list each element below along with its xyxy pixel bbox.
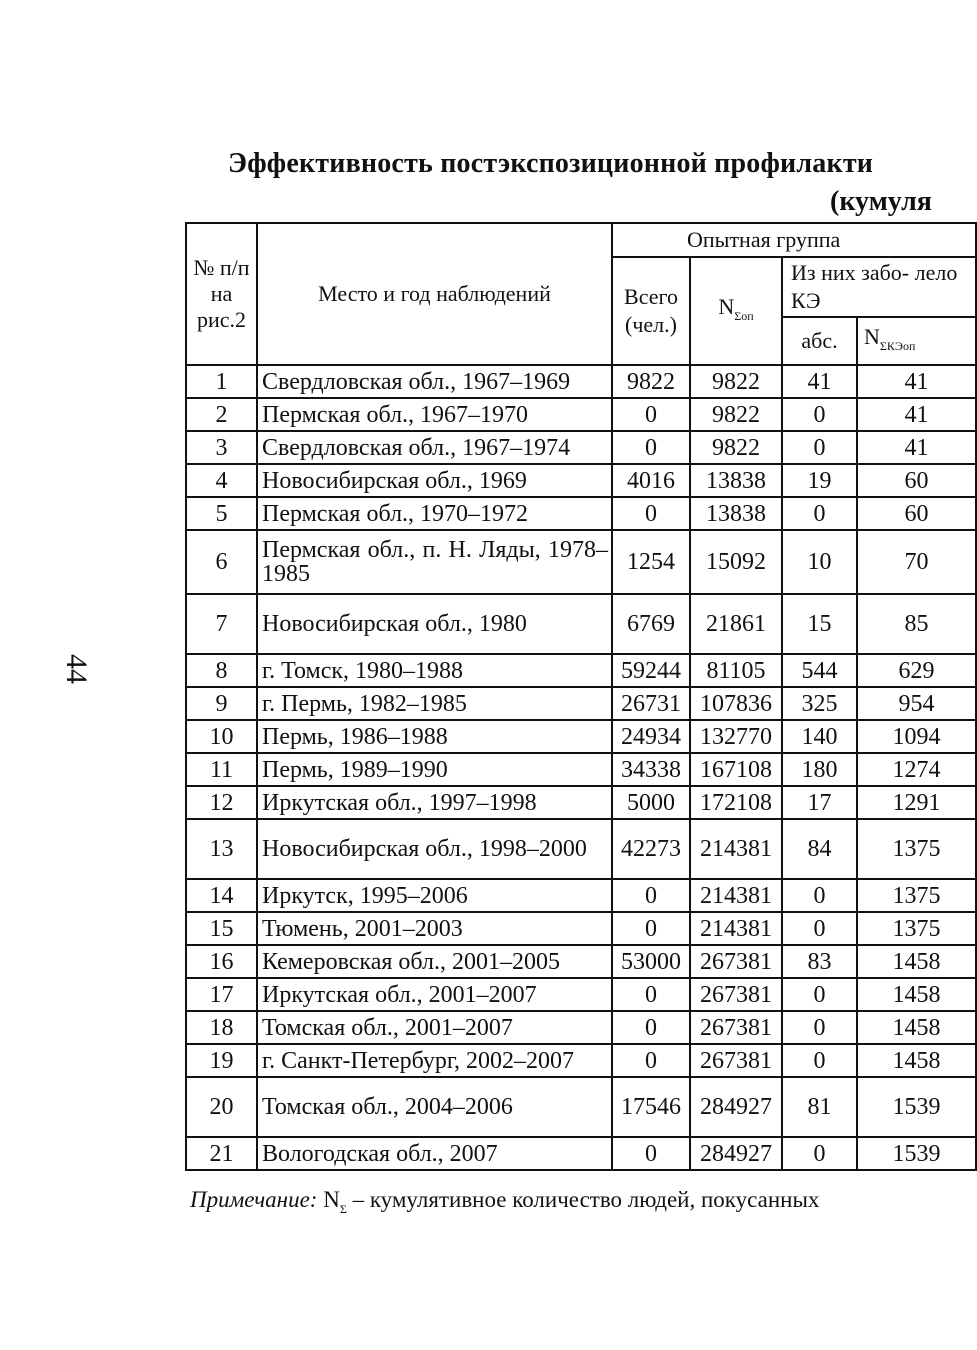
note-label: Примечание: [190, 1187, 318, 1212]
row-place-cell: Пермская обл., 1970–1972 [257, 497, 612, 530]
row-place-cell: Пермь, 1989–1990 [257, 753, 612, 786]
row-total-cell: 0 [612, 912, 690, 945]
header-sick: Из них забо- лело КЭ [782, 257, 976, 317]
header-n-ke-sub: ΣКЭоп [879, 338, 916, 353]
row-total-cell: 0 [612, 1137, 690, 1170]
row-n-sum-cell: 107836 [690, 687, 782, 720]
table-row [186, 464, 976, 497]
row-total-cell: 34338 [612, 753, 690, 786]
row-n-ke-cell: 41 [857, 398, 976, 431]
row-place-cell: Вологодская обл., 2007 [257, 1137, 612, 1170]
row-n-ke-cell: 41 [857, 431, 976, 464]
header-experimental-group: Опытная группа [612, 223, 976, 257]
table-row [186, 530, 976, 594]
row-total-cell: 1254 [612, 530, 690, 594]
row-abs-cell: 0 [782, 497, 857, 530]
row-n-sum-cell: 13838 [690, 497, 782, 530]
row-place-cell: г. Санкт-Петербург, 2002–2007 [257, 1044, 612, 1077]
header-total: Всего (чел.) [612, 257, 690, 365]
row-abs-cell: 544 [782, 654, 857, 687]
row-total-cell: 42273 [612, 819, 690, 879]
row-num-cell: 12 [186, 786, 257, 819]
table-row [186, 687, 976, 720]
row-total-cell: 0 [612, 1044, 690, 1077]
row-place-cell: г. Томск, 1980–1988 [257, 654, 612, 687]
row-n-ke-cell: 1539 [857, 1137, 976, 1170]
row-n-sum-cell: 132770 [690, 720, 782, 753]
row-num-cell: 8 [186, 654, 257, 687]
row-abs-cell: 0 [782, 1044, 857, 1077]
row-total-cell: 17546 [612, 1077, 690, 1137]
row-abs-cell: 0 [782, 431, 857, 464]
row-abs-cell: 0 [782, 912, 857, 945]
row-abs-cell: 180 [782, 753, 857, 786]
row-total-cell: 9822 [612, 365, 690, 398]
table-row [186, 945, 976, 978]
row-n-ke-cell: 1458 [857, 945, 976, 978]
header-n-sum-main: N [718, 293, 735, 319]
row-place-cell: г. Пермь, 1982–1985 [257, 687, 612, 720]
row-num-cell: 7 [186, 594, 257, 654]
table-row [186, 912, 976, 945]
row-place-cell: Пермская обл., 1967–1970 [257, 398, 612, 431]
table-container [185, 222, 958, 1171]
row-place-cell: Свердловская обл., 1967–1974 [257, 431, 612, 464]
row-n-ke-cell: 60 [857, 497, 976, 530]
row-n-sum-cell: 214381 [690, 879, 782, 912]
row-n-sum-cell: 9822 [690, 365, 782, 398]
header-abs: абс. [782, 317, 857, 365]
row-abs-cell: 0 [782, 978, 857, 1011]
table-row [186, 1137, 976, 1170]
row-place-cell: Томская обл., 2001–2007 [257, 1011, 612, 1044]
row-total-cell: 5000 [612, 786, 690, 819]
row-total-cell: 0 [612, 978, 690, 1011]
row-place-cell: Иркутск, 1995–2006 [257, 879, 612, 912]
note-n-sub: Σ [339, 1202, 347, 1216]
table-title: Эффективность постэкспозиционной профилакти [228, 148, 874, 179]
row-n-sum-cell: 21861 [690, 594, 782, 654]
table-row [186, 654, 976, 687]
row-total-cell: 53000 [612, 945, 690, 978]
table-row [186, 879, 976, 912]
row-total-cell: 0 [612, 1011, 690, 1044]
row-place-cell: Иркутская обл., 1997–1998 [257, 786, 612, 819]
row-n-ke-cell: 954 [857, 687, 976, 720]
row-num-cell: 4 [186, 464, 257, 497]
row-total-cell: 6769 [612, 594, 690, 654]
table-row [186, 1077, 976, 1137]
row-n-sum-cell: 214381 [690, 819, 782, 879]
row-place-cell: Новосибирская обл., 1998–2000 [257, 819, 612, 879]
row-abs-cell: 0 [782, 1137, 857, 1170]
table-body [186, 365, 976, 1170]
row-n-sum-cell: 15092 [690, 530, 782, 594]
header-n-sum-sub: Σоп [734, 308, 754, 323]
table-row [186, 1011, 976, 1044]
note-text: – кумулятивное количество людей, покусанных [352, 1187, 820, 1212]
row-abs-cell: 41 [782, 365, 857, 398]
row-abs-cell: 0 [782, 398, 857, 431]
row-abs-cell: 0 [782, 1011, 857, 1044]
row-num-cell: 3 [186, 431, 257, 464]
row-n-sum-cell: 267381 [690, 978, 782, 1011]
row-n-ke-cell: 1458 [857, 1044, 976, 1077]
row-total-cell: 26731 [612, 687, 690, 720]
row-n-sum-cell: 214381 [690, 912, 782, 945]
row-n-ke-cell: 1375 [857, 912, 976, 945]
table-row [186, 594, 976, 654]
row-n-ke-cell: 1458 [857, 1011, 976, 1044]
row-num-cell: 16 [186, 945, 257, 978]
row-num-cell: 18 [186, 1011, 257, 1044]
row-n-ke-cell: 85 [857, 594, 976, 654]
header-n-sum [690, 257, 782, 365]
row-abs-cell: 15 [782, 594, 857, 654]
row-n-sum-cell: 284927 [690, 1137, 782, 1170]
row-total-cell: 4016 [612, 464, 690, 497]
row-abs-cell: 19 [782, 464, 857, 497]
row-abs-cell: 81 [782, 1077, 857, 1137]
row-n-sum-cell: 267381 [690, 1044, 782, 1077]
row-abs-cell: 84 [782, 819, 857, 879]
row-n-sum-cell: 81105 [690, 654, 782, 687]
row-n-ke-cell: 41 [857, 365, 976, 398]
row-num-cell: 19 [186, 1044, 257, 1077]
row-abs-cell: 0 [782, 879, 857, 912]
row-num-cell: 21 [186, 1137, 257, 1170]
row-n-sum-cell: 167108 [690, 753, 782, 786]
row-n-sum-cell: 284927 [690, 1077, 782, 1137]
row-total-cell: 0 [612, 497, 690, 530]
header-n-ke-main: N [864, 323, 880, 349]
table-row [186, 753, 976, 786]
row-place-cell: Пермь, 1986–1988 [257, 720, 612, 753]
table-row [186, 365, 976, 398]
row-place-cell: Кемеровская обл., 2001–2005 [257, 945, 612, 978]
row-n-ke-cell: 70 [857, 530, 976, 594]
row-num-cell: 6 [186, 530, 257, 594]
page-number: 44 [60, 654, 93, 684]
table-row [186, 978, 976, 1011]
header-num: № п/п на рис.2 [186, 223, 257, 365]
row-num-cell: 2 [186, 398, 257, 431]
row-n-sum-cell: 9822 [690, 431, 782, 464]
table-note [190, 1187, 819, 1217]
row-n-sum-cell: 172108 [690, 786, 782, 819]
table-subtitle: (кумуля [830, 186, 932, 217]
row-n-ke-cell: 629 [857, 654, 976, 687]
row-num-cell: 11 [186, 753, 257, 786]
row-abs-cell: 17 [782, 786, 857, 819]
row-abs-cell: 10 [782, 530, 857, 594]
row-n-ke-cell: 1274 [857, 753, 976, 786]
row-n-ke-cell: 1375 [857, 879, 976, 912]
row-n-ke-cell: 1539 [857, 1077, 976, 1137]
header-n-ke [857, 317, 976, 365]
row-num-cell: 15 [186, 912, 257, 945]
row-total-cell: 0 [612, 879, 690, 912]
row-abs-cell: 325 [782, 687, 857, 720]
row-n-ke-cell: 1291 [857, 786, 976, 819]
row-place-cell: Тюмень, 2001–2003 [257, 912, 612, 945]
row-total-cell: 0 [612, 398, 690, 431]
row-place-cell: Иркутская обл., 2001–2007 [257, 978, 612, 1011]
row-num-cell: 1 [186, 365, 257, 398]
row-num-cell: 9 [186, 687, 257, 720]
row-num-cell: 20 [186, 1077, 257, 1137]
table-row [186, 819, 976, 879]
table-row [186, 786, 976, 819]
row-n-sum-cell: 13838 [690, 464, 782, 497]
row-n-ke-cell: 1094 [857, 720, 976, 753]
row-num-cell: 14 [186, 879, 257, 912]
row-n-ke-cell: 1458 [857, 978, 976, 1011]
data-table [185, 222, 977, 1171]
note-n-main: N [323, 1187, 340, 1212]
table-row [186, 720, 976, 753]
row-n-ke-cell: 60 [857, 464, 976, 497]
table-row [186, 1044, 976, 1077]
row-place-cell: Свердловская обл., 1967–1969 [257, 365, 612, 398]
row-abs-cell: 83 [782, 945, 857, 978]
row-n-sum-cell: 9822 [690, 398, 782, 431]
row-total-cell: 0 [612, 431, 690, 464]
row-place-cell: Пермская обл., п. Н. Ляды, 1978–1985 [257, 530, 612, 594]
header-place: Место и год наблюдений [257, 223, 612, 365]
row-n-sum-cell: 267381 [690, 1011, 782, 1044]
row-n-ke-cell: 1375 [857, 819, 976, 879]
table-row [186, 398, 976, 431]
row-total-cell: 24934 [612, 720, 690, 753]
row-place-cell: Новосибирская обл., 1980 [257, 594, 612, 654]
row-num-cell: 5 [186, 497, 257, 530]
row-abs-cell: 140 [782, 720, 857, 753]
row-num-cell: 17 [186, 978, 257, 1011]
row-num-cell: 13 [186, 819, 257, 879]
row-total-cell: 59244 [612, 654, 690, 687]
table-row [186, 497, 976, 530]
row-n-sum-cell: 267381 [690, 945, 782, 978]
row-num-cell: 10 [186, 720, 257, 753]
table-row [186, 431, 976, 464]
row-place-cell: Томская обл., 2004–2006 [257, 1077, 612, 1137]
row-place-cell: Новосибирская обл., 1969 [257, 464, 612, 497]
